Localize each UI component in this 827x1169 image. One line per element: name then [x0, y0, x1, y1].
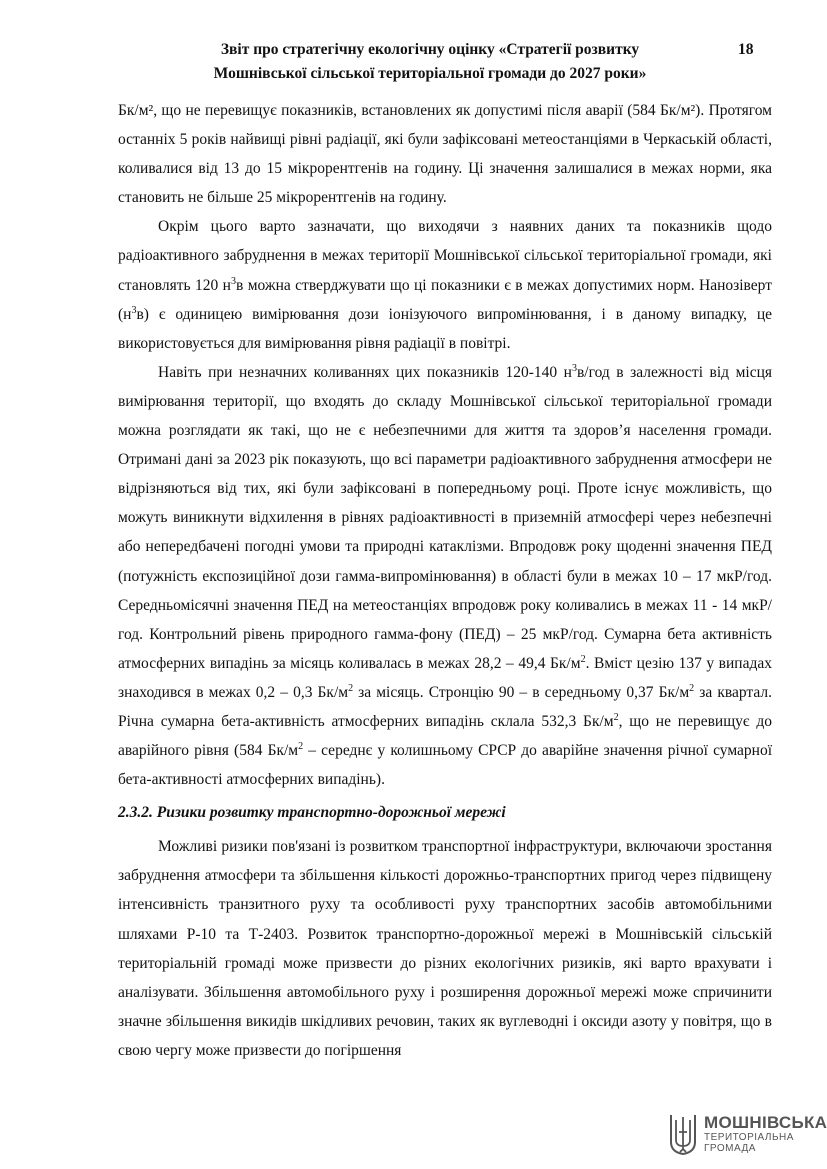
text-fragment: Навіть при незначних коливаннях цих показників 120-140 н	[158, 363, 572, 381]
superscript: 2	[298, 740, 304, 752]
paragraph-transport-risks: Можливі ризики пов'язані із розвитком транспортної інфраструктури, включаючи зростання забруднення атмосфери та збільшення кількості дорожньо-транспортних пригод через підвищену інтенсивність транзитного руху та особливості руху транспортних засобів автомобільними шляхами Р-10 та Т-2403. Розвиток транспортно-дорожньої мережі в Мошнівській сільській територіальній громаді може призвести до різних екологічних ризиків, які варто врахувати і аналізувати. Збільшення автомобільного руху і розширення дорожньої мережі може спричинити значне збільшення викидів шкідливих речовин, таких як вуглеводні і оксиди азоту у повітря, що в свою чергу може призвести до погіршення	[118, 838, 772, 1059]
text-fragment: в) є одиницею вимірювання дози іонізуючого випромінювання, і в даному випадку, це використовується для вимірювання рівня радіації в повітрі.	[118, 305, 772, 352]
logo-text-line-2: ТЕРИТОРІАЛЬНА	[704, 1132, 794, 1143]
text-fragment: . Вміст цезію 137 у випадах знаходився в межах 0,2 – 0,3 Бк/м	[118, 654, 772, 701]
text-fragment: за квартал. Річна сумарна бета-активність атмосферних випадінь склала 532,3 Бк/м	[118, 683, 772, 730]
text-fragment: Окрім цього варто зазначати, що виходячи з наявних даних та показників щодо радіоактивного забруднення в межах території Мошнівської сільської територіальної громади, які становлять 120 н	[118, 218, 772, 294]
paragraph-radioactive-pollution	[118, 212, 772, 357]
superscript: 3	[131, 304, 137, 316]
page-number: 18	[738, 41, 754, 58]
paragraph-radiation-fluctuations	[118, 358, 772, 794]
logo-text-line-1: МОШНІВСЬКА	[704, 1113, 827, 1132]
superscript: 2	[689, 682, 695, 694]
document-body	[118, 96, 772, 1065]
superscript: 2	[613, 711, 619, 723]
section-heading: 2.3.2. Ризики розвитку транспортно-дорожньої мережі	[118, 804, 506, 822]
page-header	[150, 38, 710, 86]
text-fragment: – середнє у колишньому СРСР до аварійне значення річної сумарної бета-активності атмосферних випадінь).	[118, 742, 772, 789]
logo-text-line-3: ГРОМАДА	[704, 1143, 756, 1154]
text-fragment: в можна стверджувати що ці показники є в межах допустимих норм. Нанозіверт (н	[118, 276, 772, 323]
text-fragment: в/год в залежності від місця вимірювання території, що входять до складу Мошнівської сільської територіальної громади можна розглядати як такі, що не є небезпечними для життя та здоров’я населення громади. Отримані дані за 2023 рік показують, що всі параметри радіоактивного забруднення атмосфери не відрізняються від тих, які були зафіксовані в попередньому році. Проте існує можливість, що можуть виникнути відхилення в рівнях радіоактивності в приземній атмосфері через небезпечні або непередбачені погодні умови та природні катаклізми. Впродовж року щоденні значення ПЕД (потужність експозиційної дози гамма-випромінювання) в області були в межах 10 – 17 мкР/год. Середньомісячні значення ПЕД на метеостанціях впродовж року коливались в межах 11 - 14 мкР/год. Контрольний рівень природного гамма-фону (ПЕД) – 25 мкР/год. Сумарна бета активність атмосферних випадінь за місяць коливалась в межах 28,2 – 49,4 Бк/м	[118, 363, 772, 672]
text-fragment: за місяць. Стронцію 90 – в середньому 0,37 Бк/м	[353, 683, 690, 701]
text-fragment: , що не перевищує до аварійного рівня (584 Бк/м	[118, 712, 772, 760]
superscript: 3	[230, 275, 236, 287]
trident-emblem-icon	[668, 1112, 698, 1156]
superscript: 2	[580, 653, 586, 665]
logo-wordmark	[704, 1114, 827, 1154]
paragraph-radiation-limits: Бк/м², що не перевищує показників, встановлених як допустимі після аварії (584 Бк/м²). Протягом останніх 5 років найвищі рівні радіації, які були зафіксовані метеостанціями в Черкаській області, коливалися від 13 до 15 мікрорентгенів на годину. Ці значення залишалися в межах норми, яка становить не більше 25 мікрорентгенів на годину.	[118, 102, 772, 207]
superscript: 2	[348, 682, 354, 694]
header-title-line-2: Мошнівської сільської територіальної громади до 2027 роки»	[213, 65, 647, 82]
header-title-line-1: Звіт про стратегічну екологічну оцінку «Стратегії розвитку	[220, 41, 640, 58]
community-logo	[668, 1112, 827, 1156]
superscript: 3	[571, 362, 577, 374]
